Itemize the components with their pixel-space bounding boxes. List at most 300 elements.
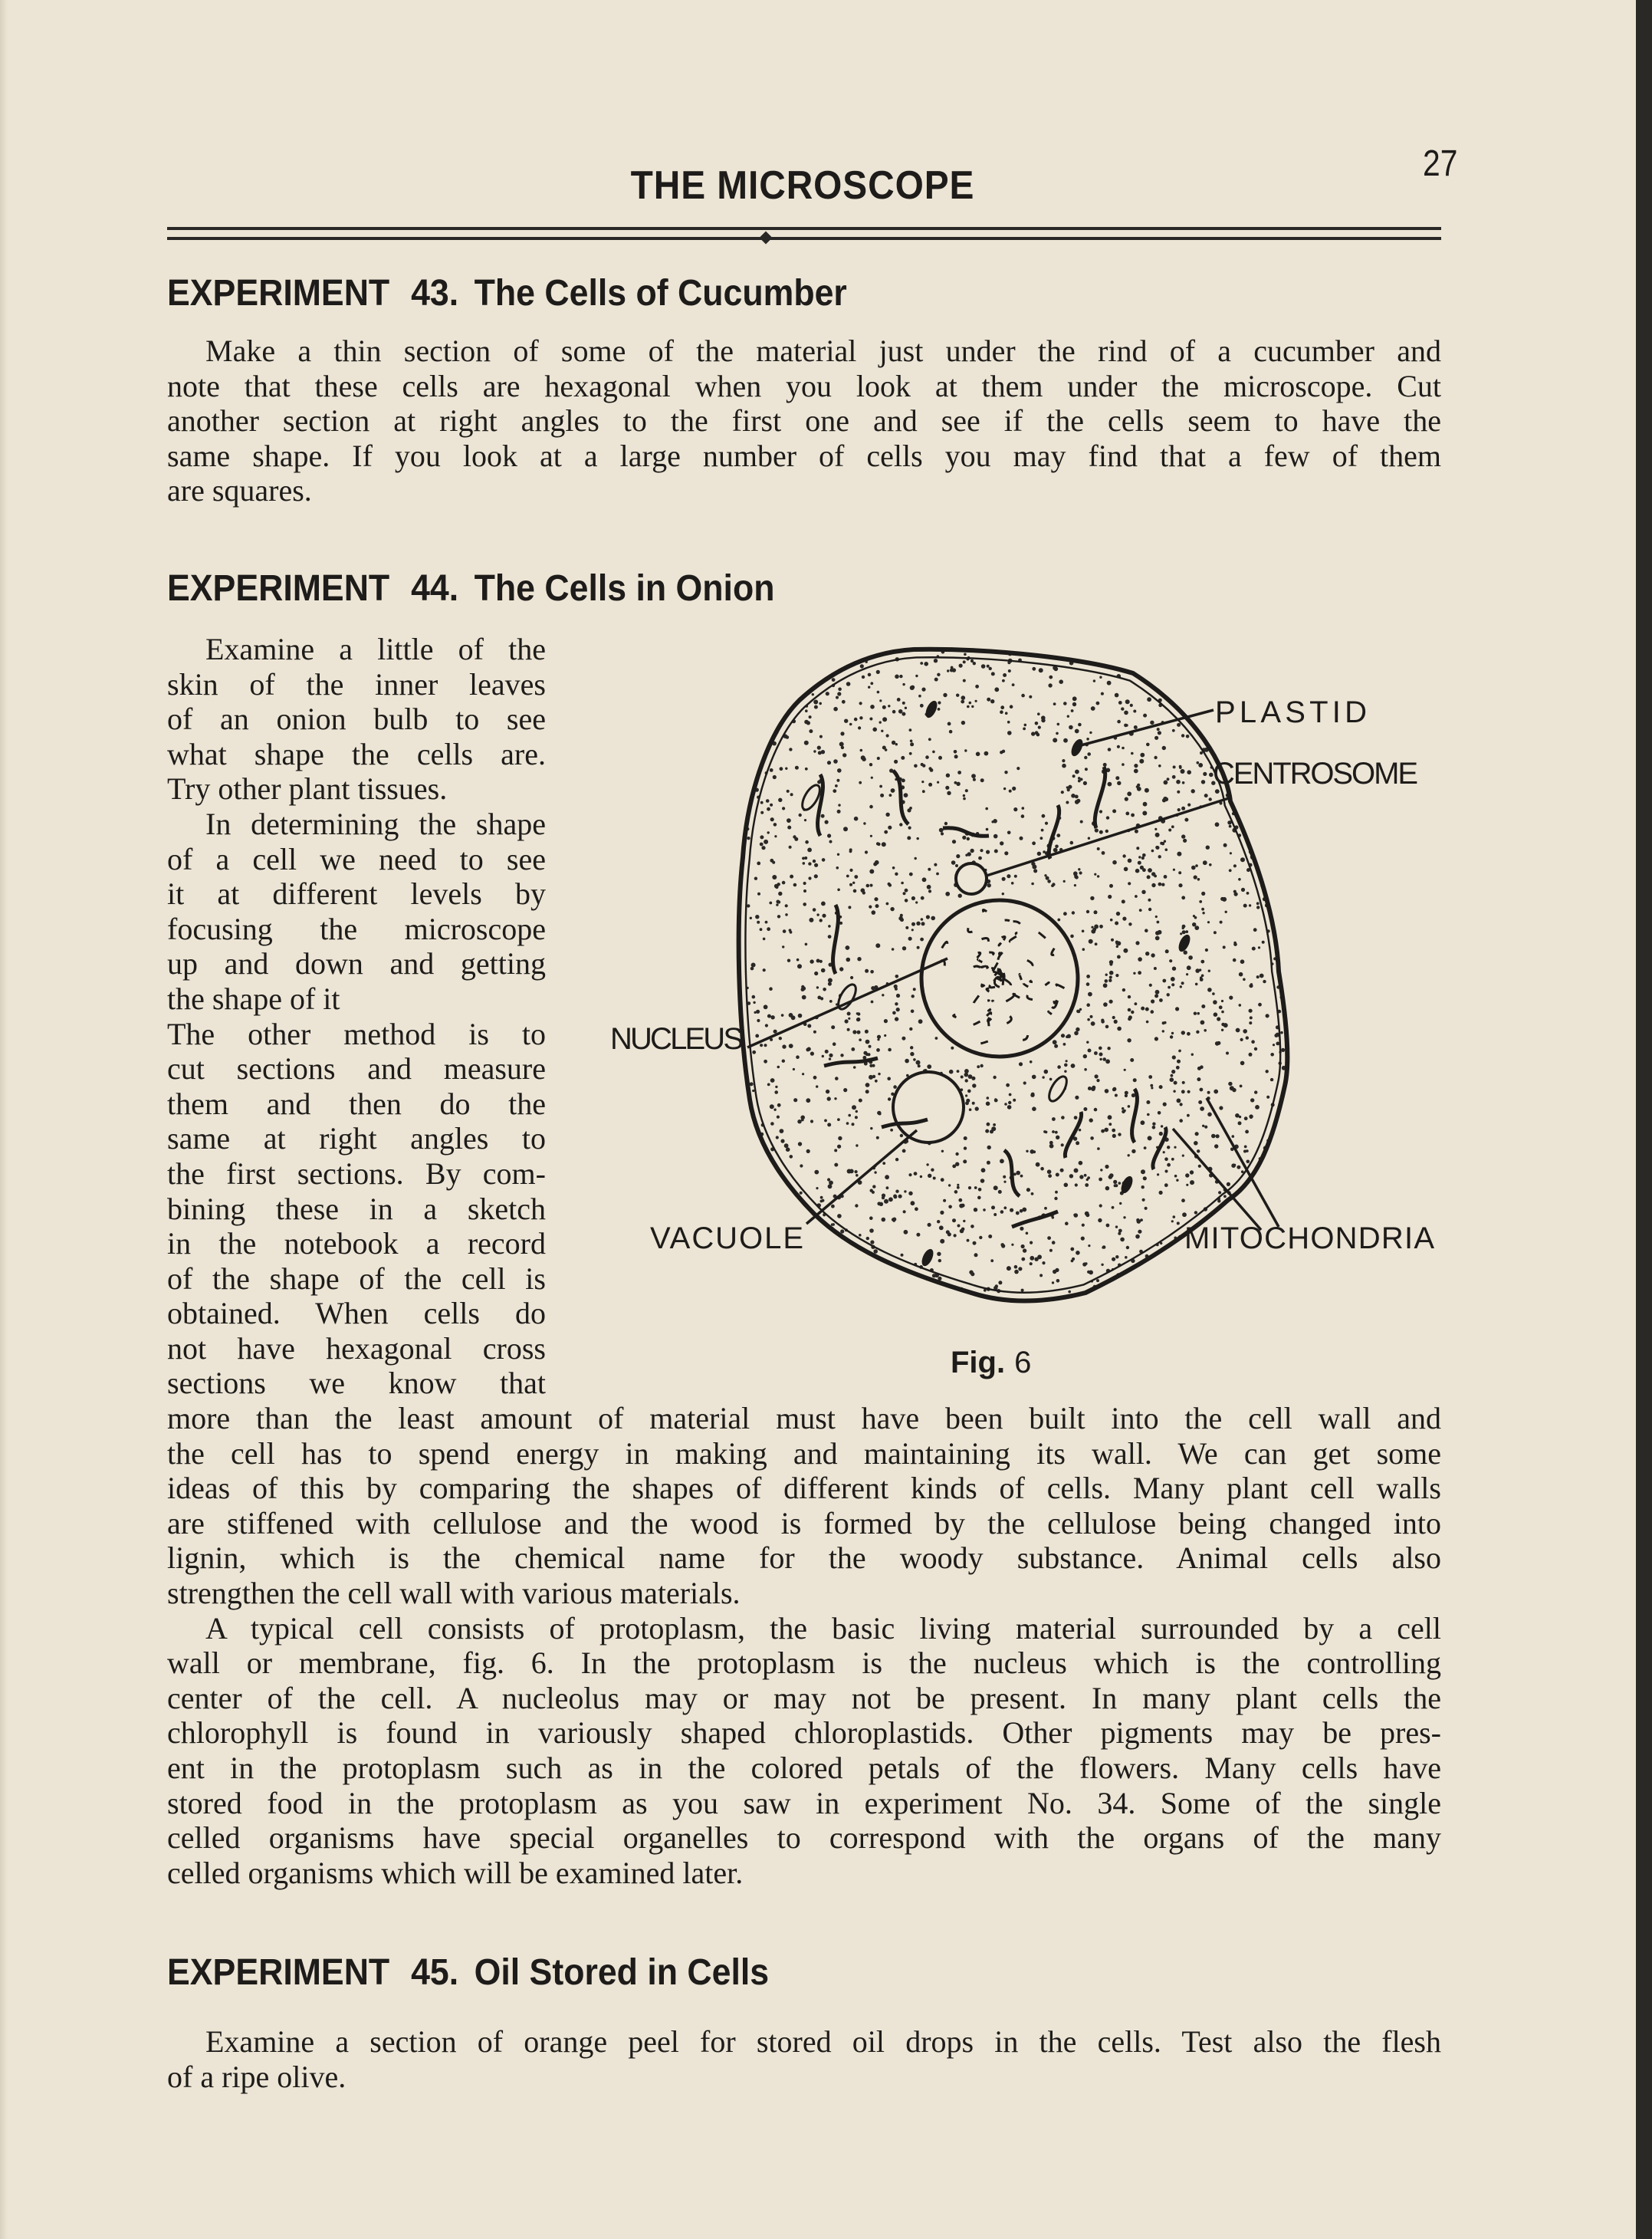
stipple-dot — [1066, 1035, 1069, 1038]
stipple-dot — [1221, 1029, 1223, 1031]
stipple-dot — [1088, 837, 1090, 840]
stipple-dot — [1208, 970, 1210, 972]
stipple-dot — [1091, 706, 1095, 711]
stipple-dot — [821, 902, 826, 906]
stipple-dot — [1141, 1120, 1145, 1125]
stipple-dot — [752, 1050, 756, 1054]
stipple-dot — [1171, 1220, 1174, 1222]
stipple-dot — [1135, 1002, 1138, 1005]
stipple-dot — [833, 1042, 836, 1046]
stipple-dot — [1156, 846, 1160, 850]
stipple-dot — [1171, 983, 1174, 986]
stipple-dot — [1072, 774, 1076, 778]
stipple-dot — [871, 986, 875, 990]
stipple-dot — [1030, 1241, 1033, 1244]
text-line: of an onion bulb to see — [167, 702, 546, 737]
stipple-dot — [1138, 861, 1141, 865]
stipple-dot — [1071, 1064, 1076, 1068]
stipple-dot — [757, 862, 760, 866]
text-line: The other method is to — [167, 1016, 546, 1051]
stipple-dot — [1165, 949, 1169, 953]
stipple-dot — [910, 742, 914, 746]
stipple-dot — [1128, 1154, 1130, 1156]
stipple-dot — [879, 721, 882, 723]
stipple-dot — [935, 1037, 938, 1040]
stipple-dot — [974, 1186, 977, 1189]
stipple-dot — [1131, 1093, 1135, 1097]
stipple-dot — [1105, 1089, 1109, 1093]
stipple-dot — [1112, 1258, 1115, 1261]
stipple-dot — [1024, 724, 1027, 727]
stipple-dot — [829, 1054, 833, 1057]
stipple-dot — [954, 755, 958, 758]
stipple-dot — [1119, 1202, 1122, 1205]
stipple-dot — [1181, 1090, 1185, 1093]
stipple-dot — [1078, 868, 1080, 870]
stipple-dot — [917, 837, 919, 840]
stipple-dot — [1018, 1267, 1022, 1271]
stipple-dot — [922, 877, 927, 882]
stipple-dot — [1233, 958, 1237, 962]
stipple-dot — [1125, 812, 1129, 816]
stipple-dot — [886, 1186, 889, 1189]
stipple-dot — [856, 1110, 858, 1113]
stipple-dot — [1055, 1131, 1058, 1134]
stipple-dot — [846, 875, 849, 878]
stipple-dot — [979, 1236, 982, 1239]
stipple-dot — [764, 1004, 768, 1009]
stipple-dot — [1105, 974, 1108, 976]
stipple-dot — [1118, 1182, 1122, 1185]
stipple-dot — [1063, 738, 1068, 743]
stipple-dot — [956, 854, 960, 858]
stipple-dot — [1256, 906, 1260, 909]
text-line: A typical cell consists of protoplasm, the basic living material surrounded by a cell — [205, 1610, 1441, 1646]
stipple-dot — [1003, 787, 1006, 790]
stipple-dot — [920, 938, 924, 942]
stipple-dot — [975, 700, 977, 702]
stipple-dot — [773, 1030, 777, 1034]
stipple-dot — [1060, 1169, 1064, 1172]
stipple-dot — [892, 710, 896, 714]
text-line: wall or membrane, fig. 6. In the protoplasm is the nucleus which is the controlling — [167, 1646, 1441, 1681]
stipple-dot — [1078, 777, 1081, 780]
stipple-dot — [1052, 1241, 1056, 1244]
stipple-dot — [761, 846, 765, 850]
stipple-dot — [1052, 1281, 1054, 1284]
stipple-dot — [1123, 1110, 1125, 1112]
stipple-dot — [1061, 791, 1064, 794]
stipple-dot — [1177, 723, 1181, 727]
stipple-dot — [994, 687, 999, 692]
stipple-dot — [1128, 922, 1131, 926]
stipple-dot — [1062, 759, 1065, 762]
stipple-dot — [1155, 990, 1160, 995]
stipple-dot — [860, 749, 863, 752]
text-line: ent in the protoplasm such as in the colored petals of the flowers. Many cells have — [167, 1750, 1441, 1785]
stipple-dot — [1194, 1012, 1197, 1015]
stipple-dot — [882, 705, 886, 709]
stipple-dot — [1000, 751, 1003, 754]
stipple-dot — [1099, 1047, 1102, 1050]
stipple-dot — [1243, 1029, 1247, 1034]
stipple-dot — [1273, 1044, 1275, 1046]
stipple-dot — [767, 1083, 770, 1087]
stipple-dot — [832, 678, 836, 682]
stipple-dot — [752, 1090, 754, 1092]
stipple-dot — [1233, 942, 1237, 945]
stipple-dot — [1243, 904, 1247, 908]
stipple-dot — [1037, 712, 1040, 715]
stipple-dot — [833, 759, 838, 764]
stipple-dot — [1179, 1119, 1183, 1123]
stipple-dot — [1169, 959, 1172, 962]
stipple-dot — [969, 1108, 972, 1111]
stipple-dot — [803, 862, 806, 865]
stipple-dot — [1072, 696, 1077, 701]
stipple-dot — [1256, 902, 1260, 905]
stipple-dot — [1022, 807, 1025, 810]
stipple-dot — [1228, 1082, 1232, 1086]
stipple-dot — [913, 1058, 916, 1061]
stipple-dot — [1152, 1123, 1155, 1126]
stipple-dot — [790, 875, 793, 879]
text-line: of a cell we need to see — [167, 841, 546, 876]
stipple-dot — [1052, 883, 1055, 886]
stipple-dot — [907, 836, 911, 840]
stipple-dot — [1042, 1076, 1044, 1078]
stipple-dot — [928, 889, 931, 893]
stipple-dot — [1063, 880, 1066, 883]
stipple-dot — [998, 1281, 1002, 1284]
stipple-dot — [1108, 1123, 1112, 1126]
stipple-dot — [1198, 1165, 1201, 1168]
stipple-dot — [806, 1098, 810, 1103]
stipple-dot — [1099, 1178, 1102, 1182]
stipple-dot — [1032, 841, 1036, 845]
stipple-dot — [1164, 875, 1168, 879]
stipple-dot — [843, 1088, 847, 1092]
stipple-dot — [859, 1234, 862, 1237]
stipple-dot — [1102, 1057, 1106, 1061]
stipple-dot — [866, 1237, 869, 1240]
text-line: of the shape of the cell is — [167, 1261, 546, 1296]
stipple-dot — [806, 721, 810, 725]
stipple-dot — [1249, 984, 1253, 988]
chromatin-strand — [974, 966, 980, 968]
stipple-dot — [881, 730, 883, 732]
stipple-dot — [1053, 738, 1057, 742]
stipple-dot — [870, 835, 872, 837]
stipple-dot — [990, 1129, 993, 1133]
stipple-dot — [1162, 1030, 1164, 1032]
stipple-dot — [1125, 797, 1128, 801]
stipple-dot — [846, 958, 851, 962]
stipple-dot — [855, 1116, 858, 1119]
stipple-dot — [1218, 1191, 1221, 1194]
stipple-dot — [1035, 731, 1039, 735]
stipple-dot — [1229, 996, 1233, 1000]
stipple-dot — [1052, 1130, 1055, 1133]
stipple-dot — [879, 1113, 882, 1116]
stipple-dot — [1095, 828, 1099, 832]
stipple-dot — [925, 755, 929, 759]
stipple-dot — [844, 719, 848, 723]
stipple-dot — [1103, 763, 1107, 767]
stipple-dot — [833, 789, 836, 793]
stipple-dot — [1181, 1031, 1185, 1034]
stipple-dot — [1171, 825, 1174, 828]
stipple-dot — [1219, 1106, 1223, 1110]
stipple-dot — [939, 828, 944, 833]
stipple-dot — [903, 892, 906, 895]
stipple-dot — [852, 882, 855, 884]
stipple-dot — [1063, 702, 1067, 705]
stipple-dot — [770, 1104, 774, 1109]
stipple-dot — [1203, 860, 1207, 865]
stipple-dot — [934, 863, 937, 866]
stipple-dot — [775, 1086, 777, 1088]
stipple-dot — [902, 1037, 905, 1041]
stipple-dot — [1237, 1166, 1240, 1169]
stipple-dot — [1041, 715, 1046, 720]
stipple-dot — [840, 1229, 844, 1233]
stipple-dot — [1200, 1088, 1204, 1092]
stipple-dot — [1221, 1011, 1224, 1014]
stipple-dot — [1063, 1043, 1066, 1046]
stipple-dot — [980, 1064, 983, 1067]
stipple-dot — [1212, 992, 1215, 995]
stipple-dot — [1016, 1212, 1020, 1215]
stipple-dot — [1240, 1085, 1243, 1088]
stipple-dot — [951, 1047, 954, 1050]
text-line: chlorophyll is found in variously shaped chloroplastids. Other pigments may be pres- — [167, 1715, 1441, 1751]
stipple-dot — [901, 882, 904, 885]
stipple-dot — [809, 918, 813, 922]
stipple-dot — [1165, 1170, 1168, 1173]
stipple-dot — [988, 1235, 992, 1238]
stipple-dot — [910, 1046, 913, 1049]
stipple-dot — [865, 1053, 869, 1056]
stipple-dot — [1023, 1248, 1026, 1252]
stipple-dot — [975, 1106, 979, 1110]
stipple-dot — [1095, 1074, 1099, 1078]
stipple-dot — [1135, 869, 1140, 873]
stipple-dot — [1154, 967, 1157, 970]
stipple-dot — [870, 705, 875, 709]
stipple-dot — [899, 675, 902, 678]
stipple-dot — [1172, 1055, 1176, 1059]
stipple-dot — [1115, 974, 1118, 977]
stipple-dot — [1124, 711, 1128, 715]
stipple-dot — [1182, 930, 1186, 934]
stipple-dot — [1168, 986, 1171, 989]
stipple-dot — [1231, 1163, 1236, 1168]
text-line: celled organisms which will be examined later. — [167, 1855, 744, 1890]
stipple-dot — [963, 1220, 965, 1222]
stipple-dot — [1020, 1175, 1023, 1178]
stipple-dot — [884, 1034, 886, 1037]
stipple-dot — [821, 968, 826, 973]
stipple-dot — [1200, 1065, 1204, 1069]
stipple-dot — [1091, 1021, 1095, 1026]
stipple-dot — [1232, 1135, 1235, 1138]
stipple-dot — [957, 1186, 960, 1189]
stipple-dot — [1086, 738, 1089, 741]
stipple-dot — [976, 752, 980, 757]
stipple-dot — [1097, 875, 1099, 877]
stipple-dot — [938, 1259, 941, 1262]
stipple-dot — [763, 968, 766, 972]
stipple-dot — [1187, 965, 1191, 970]
stipple-dot — [1260, 974, 1264, 978]
stipple-dot — [1170, 1035, 1173, 1038]
text-line: more than the least amount of material must have been built into the cell wall and — [167, 1401, 1441, 1435]
stipple-dot — [1064, 1070, 1066, 1073]
stipple-dot — [887, 1077, 891, 1081]
stipple-dot — [1262, 941, 1265, 944]
stipple-dot — [1074, 1116, 1078, 1120]
stipple-dot — [872, 728, 877, 732]
stipple-dot — [941, 1150, 944, 1152]
stipple-dot — [900, 1134, 903, 1137]
stipple-dot — [902, 946, 906, 950]
stipple-dot — [904, 1230, 908, 1235]
stipple-dot — [825, 1050, 829, 1054]
text-line: strengthen the cell wall with various materials. — [167, 1575, 741, 1610]
stipple-dot — [958, 1198, 962, 1202]
stipple-dot — [1047, 1169, 1052, 1174]
stipple-dot — [1110, 919, 1113, 922]
stipple-dot — [984, 751, 989, 756]
stipple-dot — [895, 743, 898, 745]
stipple-dot — [853, 889, 857, 893]
stipple-dot — [967, 1090, 971, 1093]
stipple-dot — [1171, 1158, 1174, 1161]
stipple-dot — [884, 1019, 888, 1023]
stipple-dot — [1136, 847, 1139, 850]
stipple-dot — [957, 1225, 961, 1228]
stipple-dot — [1184, 818, 1188, 822]
stipple-dot — [1192, 922, 1196, 926]
stipple-dot — [963, 794, 965, 797]
stipple-dot — [901, 756, 905, 760]
label-vacuole: VACUOLE — [650, 1221, 803, 1255]
stipple-dot — [1037, 852, 1041, 856]
stipple-dot — [945, 892, 950, 896]
stipple-dot — [931, 916, 935, 921]
stipple-dot — [1069, 1174, 1073, 1178]
stipple-dot — [1251, 1040, 1255, 1044]
stipple-dot — [1127, 791, 1131, 796]
stipple-dot — [948, 722, 951, 726]
stipple-dot — [937, 781, 939, 784]
stipple-dot — [1085, 768, 1088, 771]
stipple-dot — [1074, 1031, 1079, 1036]
stipple-dot — [793, 1068, 795, 1070]
stipple-dot — [1056, 833, 1060, 837]
stipple-dot — [893, 1195, 897, 1198]
stipple-dot — [916, 1060, 921, 1065]
stipple-dot — [1056, 732, 1059, 735]
stipple-dot — [1246, 1160, 1250, 1164]
stipple-dot — [1139, 759, 1144, 764]
stipple-dot — [1031, 732, 1035, 735]
stipple-dot — [1093, 679, 1095, 682]
stipple-dot — [1091, 926, 1093, 929]
stipple-dot — [1118, 1133, 1121, 1136]
stipple-dot — [1030, 1256, 1034, 1261]
stipple-dot — [1200, 1021, 1205, 1025]
stipple-dot — [928, 767, 931, 770]
label-mitochondria: MITOCHONDRIA — [1184, 1221, 1434, 1255]
stipple-dot — [820, 1196, 823, 1199]
stipple-dot — [820, 997, 823, 1000]
stipple-dot — [1204, 1126, 1207, 1129]
stipple-dot — [1238, 1121, 1242, 1125]
stipple-dot — [1240, 1061, 1245, 1066]
stipple-dot — [977, 1196, 981, 1200]
stipple-dot — [865, 969, 869, 973]
stipple-dot — [1161, 883, 1164, 886]
stipple-dot — [994, 1098, 997, 1100]
stipple-dot — [764, 1060, 767, 1064]
stipple-dot — [835, 1077, 839, 1080]
text-line: are squares. — [167, 473, 312, 508]
stipple-dot — [1194, 876, 1197, 879]
stipple-dot — [875, 943, 880, 948]
stipple-dot — [1163, 1151, 1165, 1153]
stipple-dot — [874, 1171, 876, 1173]
stipple-dot — [971, 1272, 974, 1276]
stipple-dot — [1163, 1103, 1167, 1106]
stipple-dot — [1101, 1129, 1105, 1133]
stipple-dot — [1128, 1105, 1131, 1108]
stipple-dot — [1148, 1075, 1152, 1079]
stipple-dot — [1114, 1020, 1118, 1024]
stipple-dot — [1002, 877, 1006, 881]
stipple-dot — [968, 1186, 971, 1189]
stipple-dot — [1105, 1186, 1110, 1191]
stipple-dot — [1200, 1106, 1204, 1111]
stipple-dot — [1054, 1044, 1058, 1048]
stipple-dot — [898, 1195, 902, 1198]
stipple-dot — [1145, 1207, 1148, 1210]
stipple-dot — [879, 785, 882, 788]
stipple-dot — [1181, 896, 1185, 899]
stipple-dot — [1133, 972, 1135, 975]
stipple-dot — [1124, 1069, 1126, 1071]
stipple-dot — [1197, 761, 1200, 764]
stipple-dot — [1010, 1208, 1013, 1212]
stipple-dot — [921, 922, 925, 926]
stipple-dot — [1159, 1191, 1163, 1195]
stipple-dot — [1158, 731, 1161, 735]
stipple-dot — [816, 913, 819, 916]
stipple-dot — [885, 813, 889, 817]
stipple-dot — [1214, 931, 1217, 934]
stipple-dot — [989, 667, 992, 670]
stipple-dot — [1147, 1113, 1150, 1116]
stipple-dot — [770, 1122, 774, 1126]
text-line: obtained. When cells do — [167, 1296, 546, 1331]
stipple-dot — [1056, 1173, 1059, 1177]
stipple-dot — [803, 903, 806, 906]
stipple-dot — [1113, 1180, 1117, 1184]
stipple-dot — [1263, 980, 1266, 983]
stipple-dot — [1112, 1206, 1115, 1209]
stipple-dot — [956, 694, 959, 697]
